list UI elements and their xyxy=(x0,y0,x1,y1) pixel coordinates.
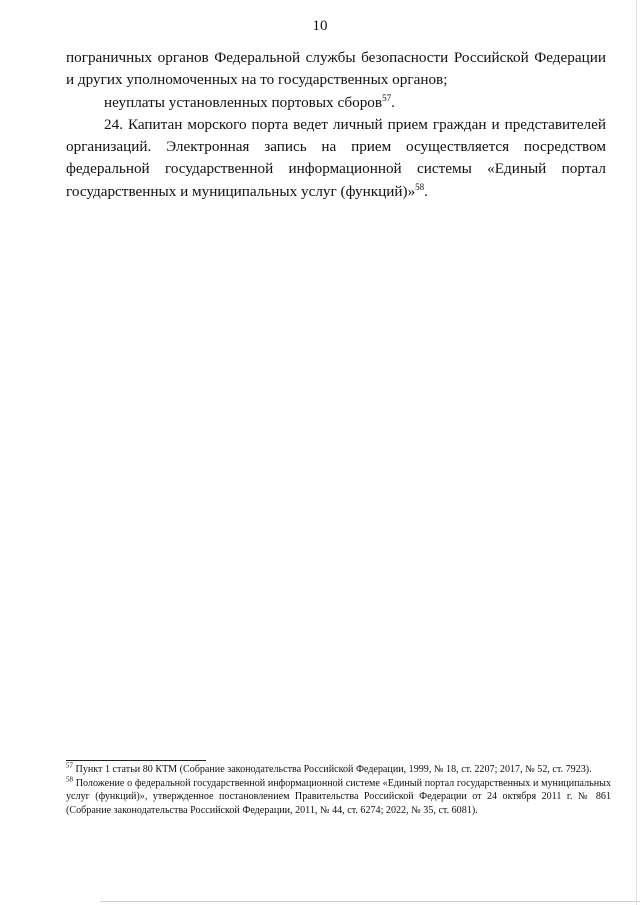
paragraph-port-fees xyxy=(66,92,606,114)
paragraph-port-fees-end: . xyxy=(391,93,395,111)
paragraph-24-end: . xyxy=(424,182,428,200)
footnote-57-text: Пункт 1 статьи 80 КТМ (Собрание законодательства Российской Федерации, 1999, № 18, ст. 2207; 2017, № 52, ст. 7923). xyxy=(75,764,592,775)
footnote-ref-57: 57 xyxy=(382,92,392,103)
paragraph-24-text: 24. Капитан морского порта ведет личный прием граждан и представителей организаций. Электронная запись на прием осуществляется посредством федеральной государственной информационной системы «Единый портал государственных и муниципальных услуг (функций)» xyxy=(66,115,606,200)
footnote-number-58: 58 xyxy=(66,775,73,784)
footnote-58-text: Положение о федеральной государственной информационной системе «Единый портал государственных и муниципальных услуг (функций)», утвержденное постановлением Правительства Российской Федерации от 24 октября 2011 г. № 861 (Собрание законодательства Российской Федерации, 2011, № 44, ст. 6274; 2022, № 35, ст. 6081). xyxy=(66,777,611,816)
footnote-58 xyxy=(66,777,611,818)
body-text xyxy=(66,47,606,203)
footnote-number-57: 57 xyxy=(66,761,73,770)
paragraph-border-agencies: пограничных органов Федеральной службы безопасности Российской Федерации и других уполномоченных на то государственных органов; xyxy=(66,49,606,89)
page-number: 10 xyxy=(312,18,328,34)
footnotes xyxy=(66,763,611,817)
scan-edge-right xyxy=(636,0,637,905)
paragraph-24-reception xyxy=(66,114,606,203)
paragraph-port-fees-text: неуплаты установленных портовых сборов xyxy=(104,93,383,111)
footnote-separator xyxy=(66,760,206,761)
scan-edge-bottom xyxy=(100,901,640,902)
footnote-57 xyxy=(66,763,611,777)
footnote-ref-58: 58 xyxy=(415,181,425,192)
